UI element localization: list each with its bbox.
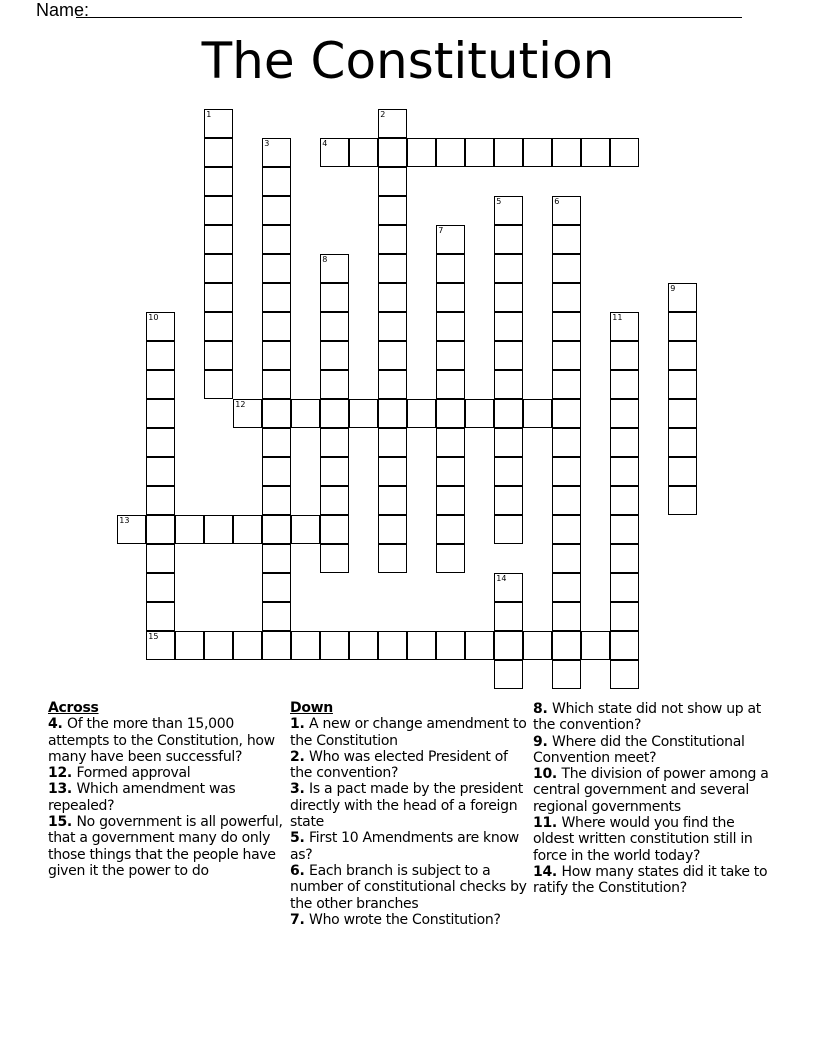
- grid-cell[interactable]: [610, 370, 639, 399]
- grid-cell[interactable]: [436, 486, 465, 515]
- grid-cell[interactable]: [494, 399, 523, 428]
- grid-cell[interactable]: [378, 225, 407, 254]
- clue-number: 2: [380, 110, 386, 120]
- clue: 6. Each branch is subject to a number of constitutional checks by the other branches: [290, 862, 527, 912]
- clue-text: Each branch is subject to a number of constitutional checks by the other branches: [290, 862, 527, 912]
- clue-number-label: 13: [48, 781, 67, 798]
- grid-cell[interactable]: [436, 312, 465, 341]
- clue: 2. Who was elected President of the convention?: [290, 748, 508, 782]
- grid-cell[interactable]: [146, 370, 175, 399]
- grid-cell[interactable]: [523, 138, 552, 167]
- grid-cell[interactable]: [465, 631, 494, 660]
- grid-cell[interactable]: [552, 544, 581, 573]
- clues-column-3: [533, 701, 773, 897]
- grid-cell[interactable]: [146, 544, 175, 573]
- grid-cell[interactable]: [378, 399, 407, 428]
- grid-cell[interactable]: [204, 196, 233, 225]
- grid-cell[interactable]: [204, 109, 233, 138]
- grid-cell[interactable]: [262, 312, 291, 341]
- grid-cell[interactable]: [262, 631, 291, 660]
- grid-cell[interactable]: [610, 660, 639, 689]
- clue: 14. How many states did it take to ratify the Constitution?: [533, 863, 768, 897]
- grid-cell[interactable]: [204, 225, 233, 254]
- grid-cell[interactable]: [262, 138, 291, 167]
- clue-number-label: 1: [290, 716, 300, 733]
- grid-cell[interactable]: [204, 167, 233, 196]
- grid-cell[interactable]: [552, 312, 581, 341]
- clue-number-label: 15: [48, 814, 67, 831]
- grid-cell[interactable]: [262, 196, 291, 225]
- grid-cell[interactable]: [233, 631, 262, 660]
- grid-cell[interactable]: [668, 399, 697, 428]
- clue-number: 5: [496, 197, 502, 207]
- grid-cell[interactable]: [523, 399, 552, 428]
- grid-cell[interactable]: [204, 138, 233, 167]
- grid-cell[interactable]: [494, 602, 523, 631]
- clue-number-label: 2: [290, 748, 300, 765]
- grid-cell[interactable]: [204, 283, 233, 312]
- grid-cell[interactable]: [262, 399, 291, 428]
- grid-cell[interactable]: [175, 515, 204, 544]
- grid-cell[interactable]: [262, 254, 291, 283]
- grid-cell[interactable]: [552, 196, 581, 225]
- grid-cell[interactable]: [436, 283, 465, 312]
- down-heading: Down: [290, 700, 333, 716]
- clue-number: 14: [496, 574, 507, 584]
- grid-cell[interactable]: [146, 631, 175, 660]
- grid-cell[interactable]: [668, 341, 697, 370]
- grid-cell[interactable]: [465, 399, 494, 428]
- grid-cell[interactable]: [552, 399, 581, 428]
- clue-number: 12: [235, 400, 246, 410]
- clue-text: Is a pact made by the president directly with the head of a foreign state: [290, 781, 523, 831]
- grid-cell[interactable]: [436, 399, 465, 428]
- grid-cell[interactable]: [378, 341, 407, 370]
- clue-number-label: 12: [48, 765, 67, 782]
- clue-number: 13: [119, 516, 130, 526]
- clue: 9. Where did the Constitutional Convention meet?: [533, 733, 745, 766]
- grid-cell[interactable]: [494, 370, 523, 399]
- grid-cell[interactable]: [610, 544, 639, 573]
- clue-text: The division of power among a central government and several regional governments: [533, 766, 769, 815]
- grid-cell[interactable]: [146, 341, 175, 370]
- grid-cell[interactable]: [378, 457, 407, 486]
- grid-cell[interactable]: [610, 486, 639, 515]
- grid-cell[interactable]: [262, 602, 291, 631]
- grid-cell[interactable]: [494, 283, 523, 312]
- grid-cell[interactable]: [146, 573, 175, 602]
- grid-cell[interactable]: [320, 515, 349, 544]
- grid-cell[interactable]: [552, 341, 581, 370]
- grid-cell[interactable]: [146, 515, 175, 544]
- clue-text: Which state did not show up at the convention?: [533, 701, 761, 734]
- grid-cell[interactable]: [552, 602, 581, 631]
- grid-cell[interactable]: [378, 167, 407, 196]
- clue-number: 4: [322, 139, 328, 149]
- clue-text: No government is all powerful, that a government many do only those things that the people have given it the power to do: [48, 814, 283, 879]
- clue: 3. Is a pact made by the president directly with the head of a foreign state: [290, 781, 523, 831]
- clue: 8. Which state did not show up at the convention?: [533, 701, 761, 734]
- grid-cell[interactable]: [552, 631, 581, 660]
- grid-cell[interactable]: [581, 631, 610, 660]
- grid-cell[interactable]: [320, 544, 349, 573]
- grid-cell[interactable]: [262, 283, 291, 312]
- across-heading: Across: [48, 700, 99, 716]
- grid-cell[interactable]: [494, 428, 523, 457]
- clue-number: 15: [148, 632, 159, 642]
- grid-cell[interactable]: [436, 225, 465, 254]
- clue-number: 8: [322, 255, 328, 265]
- grid-cell[interactable]: [320, 254, 349, 283]
- grid-cell[interactable]: [407, 138, 436, 167]
- grid-cell[interactable]: [494, 341, 523, 370]
- clue-number: 10: [148, 313, 159, 323]
- clue-text: Where would you find the oldest written constitution still in force in the world today?: [533, 815, 753, 864]
- clue-number: 3: [264, 139, 270, 149]
- grid-cell[interactable]: [320, 283, 349, 312]
- clue-text: A new or change amendment to the Constitution: [290, 716, 527, 749]
- grid-cell[interactable]: [552, 370, 581, 399]
- grid-cell[interactable]: [610, 515, 639, 544]
- name-label: Name:: [36, 0, 90, 20]
- name-field[interactable]: [76, 17, 742, 18]
- grid-cell[interactable]: [668, 370, 697, 399]
- grid-cell[interactable]: [233, 399, 262, 428]
- grid-cell[interactable]: [436, 544, 465, 573]
- grid-cell[interactable]: [552, 428, 581, 457]
- clue: 1. A new or change amendment to the Constitution: [290, 716, 527, 749]
- grid-cell[interactable]: [668, 312, 697, 341]
- grid-cell[interactable]: [146, 312, 175, 341]
- clues-column-2: [290, 700, 530, 928]
- grid-cell[interactable]: [378, 486, 407, 515]
- grid-cell[interactable]: [436, 370, 465, 399]
- grid-cell[interactable]: [320, 138, 349, 167]
- clue-number-label: 7: [290, 911, 300, 928]
- grid-cell[interactable]: [378, 312, 407, 341]
- grid-cell[interactable]: [610, 341, 639, 370]
- clue: 13. Which amendment was repealed?: [48, 781, 236, 814]
- grid-cell[interactable]: [494, 254, 523, 283]
- grid-cell[interactable]: [146, 428, 175, 457]
- clue-number: 1: [206, 110, 212, 120]
- grid-cell[interactable]: [262, 370, 291, 399]
- grid-cell[interactable]: [668, 457, 697, 486]
- grid-cell[interactable]: [494, 515, 523, 544]
- grid-cell[interactable]: [494, 225, 523, 254]
- grid-cell[interactable]: [494, 196, 523, 225]
- grid-cell[interactable]: [378, 109, 407, 138]
- grid-cell[interactable]: [320, 370, 349, 399]
- grid-cell[interactable]: [494, 660, 523, 689]
- grid-cell[interactable]: [262, 341, 291, 370]
- grid-cell[interactable]: [494, 457, 523, 486]
- clue-text: How many states did it take to ratify the Constitution?: [533, 863, 768, 897]
- clue-number: 9: [670, 284, 676, 294]
- clue: 11. Where would you find the oldest written constitution still in force in the world today?: [533, 815, 753, 864]
- grid-cell[interactable]: [349, 138, 378, 167]
- clue-number: 6: [554, 197, 560, 207]
- grid-cell[interactable]: [262, 486, 291, 515]
- grid-cell[interactable]: [233, 515, 262, 544]
- grid-cell[interactable]: [494, 631, 523, 660]
- grid-cell[interactable]: [262, 225, 291, 254]
- grid-cell[interactable]: [175, 631, 204, 660]
- grid-cell[interactable]: [262, 167, 291, 196]
- clue-number-label: 9: [533, 733, 543, 750]
- grid-cell[interactable]: [378, 370, 407, 399]
- grid-cell[interactable]: [465, 138, 494, 167]
- grid-cell[interactable]: [552, 573, 581, 602]
- grid-cell[interactable]: [146, 602, 175, 631]
- grid-cell[interactable]: [378, 138, 407, 167]
- grid-cell[interactable]: [204, 370, 233, 399]
- grid-cell[interactable]: [581, 138, 610, 167]
- grid-cell[interactable]: [552, 457, 581, 486]
- clue-number-label: 11: [533, 815, 552, 832]
- clue-text: Where did the Constitutional Convention meet?: [533, 733, 745, 766]
- grid-cell[interactable]: [552, 225, 581, 254]
- grid-cell[interactable]: [146, 486, 175, 515]
- grid-cell[interactable]: [436, 341, 465, 370]
- clue-number: 7: [438, 226, 444, 236]
- clue-number-label: 3: [290, 781, 300, 798]
- clue-text: Which amendment was repealed?: [48, 781, 236, 814]
- grid-cell[interactable]: [494, 138, 523, 167]
- grid-cell[interactable]: [407, 399, 436, 428]
- grid-cell[interactable]: [610, 457, 639, 486]
- clue-number-label: 5: [290, 830, 300, 847]
- grid-cell[interactable]: [610, 602, 639, 631]
- clue-text: Formed approval: [76, 765, 191, 782]
- grid-cell[interactable]: [668, 486, 697, 515]
- grid-cell[interactable]: [204, 312, 233, 341]
- clue-text: Of the more than 15,000 attempts to the Constitution, how many have been successful?: [48, 716, 275, 765]
- grid-cell[interactable]: [610, 631, 639, 660]
- grid-cell[interactable]: [204, 631, 233, 660]
- grid-cell[interactable]: [407, 631, 436, 660]
- clue-text: Who wrote the Constitution?: [309, 911, 501, 928]
- grid-cell[interactable]: [320, 457, 349, 486]
- grid-cell[interactable]: [436, 254, 465, 283]
- grid-cell[interactable]: [320, 631, 349, 660]
- grid-cell[interactable]: [378, 254, 407, 283]
- grid-cell[interactable]: [436, 138, 465, 167]
- grid-cell[interactable]: [552, 283, 581, 312]
- grid-cell[interactable]: [320, 312, 349, 341]
- grid-cell[interactable]: [262, 573, 291, 602]
- grid-cell[interactable]: [436, 457, 465, 486]
- clue: 7. Who wrote the Constitution?: [290, 911, 501, 928]
- grid-cell[interactable]: [552, 254, 581, 283]
- grid-cell[interactable]: [378, 544, 407, 573]
- grid-cell[interactable]: [320, 341, 349, 370]
- grid-cell[interactable]: [552, 486, 581, 515]
- clue: 10. The division of power among a central government and several regional governments: [533, 766, 769, 815]
- grid-cell[interactable]: [320, 428, 349, 457]
- grid-cell[interactable]: [668, 283, 697, 312]
- grid-cell[interactable]: [552, 138, 581, 167]
- clues-column-1: [48, 700, 288, 879]
- clue: 4. Of the more than 15,000 attempts to the Constitution, how many have been successful?: [48, 716, 275, 765]
- grid-cell[interactable]: [146, 399, 175, 428]
- grid-cell[interactable]: [349, 631, 378, 660]
- grid-cell[interactable]: [291, 631, 320, 660]
- page-title: The Constitution: [201, 32, 615, 90]
- clue: 15. No government is all powerful, that a government many do only those things that the people have given it the power to do: [48, 814, 283, 879]
- clue-text: Who was elected President of the convention?: [290, 748, 508, 782]
- grid-cell[interactable]: [146, 457, 175, 486]
- grid-cell[interactable]: [378, 283, 407, 312]
- grid-cell[interactable]: [668, 428, 697, 457]
- grid-cell[interactable]: [204, 515, 233, 544]
- grid-cell[interactable]: [262, 428, 291, 457]
- clue: 5. First 10 Amendments are know as?: [290, 830, 519, 863]
- grid-cell[interactable]: [349, 399, 378, 428]
- grid-cell[interactable]: [262, 515, 291, 544]
- grid-cell[interactable]: [436, 631, 465, 660]
- clue-number: 11: [612, 313, 623, 323]
- grid-cell[interactable]: [494, 573, 523, 602]
- grid-cell[interactable]: [610, 399, 639, 428]
- grid-cell[interactable]: [436, 428, 465, 457]
- grid-cell[interactable]: [552, 515, 581, 544]
- grid-cell[interactable]: [262, 457, 291, 486]
- grid-cell[interactable]: [436, 515, 465, 544]
- grid-cell[interactable]: [291, 399, 320, 428]
- grid-cell[interactable]: [320, 486, 349, 515]
- grid-cell[interactable]: [610, 138, 639, 167]
- grid-cell[interactable]: [552, 660, 581, 689]
- clue: 12. Formed approval: [48, 765, 191, 782]
- grid-cell[interactable]: [204, 341, 233, 370]
- grid-cell[interactable]: [204, 254, 233, 283]
- clue-text: First 10 Amendments are know as?: [290, 830, 519, 863]
- grid-cell[interactable]: [378, 428, 407, 457]
- grid-cell[interactable]: [494, 312, 523, 341]
- grid-cell[interactable]: [378, 631, 407, 660]
- grid-cell[interactable]: [610, 573, 639, 602]
- clue-number-label: 10: [533, 766, 552, 783]
- grid-cell[interactable]: [262, 544, 291, 573]
- grid-cell[interactable]: [494, 486, 523, 515]
- grid-cell[interactable]: [610, 312, 639, 341]
- grid-cell[interactable]: [378, 515, 407, 544]
- clue-number-label: 4: [48, 716, 58, 733]
- clue-number-label: 14: [533, 863, 552, 880]
- grid-cell[interactable]: [378, 196, 407, 225]
- clue-number-label: 8: [533, 701, 543, 717]
- clue-number-label: 6: [290, 862, 300, 879]
- grid-cell[interactable]: [610, 428, 639, 457]
- grid-cell[interactable]: [523, 631, 552, 660]
- grid-cell[interactable]: [117, 515, 146, 544]
- grid-cell[interactable]: [291, 515, 320, 544]
- grid-cell[interactable]: [320, 399, 349, 428]
